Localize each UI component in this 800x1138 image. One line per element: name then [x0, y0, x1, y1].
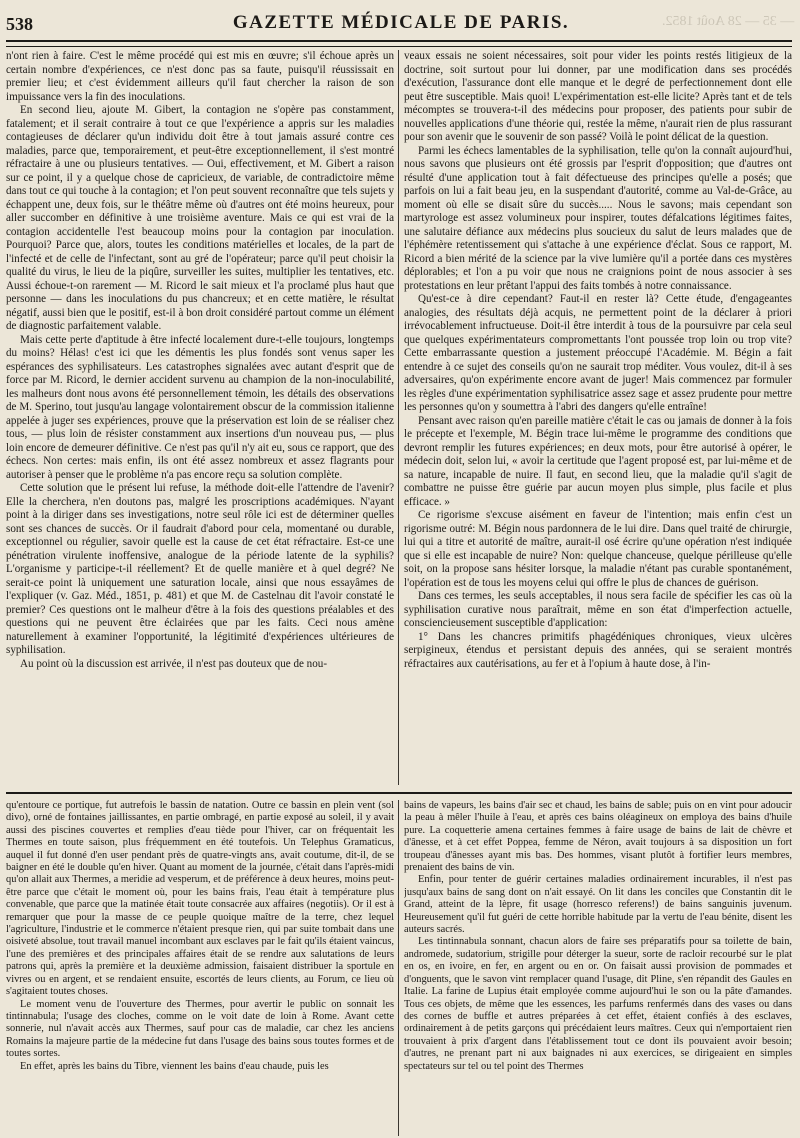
- paragraph: En effet, après les bains du Tibre, viennent les bains d'eau chaude, puis les: [20, 1060, 329, 1072]
- paragraph: Mais cette perte d'aptitude à être infecté localement dure-t-elle toujours, longtemps du moins? Hélas! c'est ici que les démentis les plus fondés sont venus saper les espérances des syphilisateurs. Les catastrophes signalées avec autant d'esprit que de force par M. Ricord, le dernier accident survenu au champion de la non-inoculabilité, les malheurs dont nous avons été personnellement témoin, les détails des observations de M. Sperino, tout jusqu'au langage volontairement obscur de la commission italienne appelée à juger ses expériences, prouve que la préservation est loin de se réaliser chez tous, — plus loin de résister constamment aux insertions d'un nouveau pus, — plus loin encore de demeurer définitive. Ce n'est pas qu'il n'y ait eu, sous ce rapport, que des échecs. Non certes: mais enfin, ils ont été assez nombreux et assez flagrants pour autoriser à penser que le problème n'a pas encore reçu sa solution complète.: [6, 333, 394, 481]
- paragraph: Au point où la discussion est arrivée, il n'est pas douteux que de nou-: [20, 657, 328, 670]
- paragraph: Les tintinnabula sonnant, chacun alors de faire ses préparatifs pour sa toilette de bain, andromede, sudatorium, strigille pour déterger la sueur, sorte de racloir recourbé sur le plat en os, en ivoire, en fer, en argent ou en or. On faisait aussi provision de pommades et d'onguents, que le savon vint remplacer quand l'usage, dit Pline, s'en répandit des Gaules en Italie. La farine de Lupius était employée comme aujourd'hui le son ou la pâte d'amandes. Tous ces objets, de même que les essences, les parfums renfermés dans des vases ou dans des cornes de buffle et autres préparées à cet effet, étaient confiés à des esclaves, ordinairement à de petits garçons qui précédaient leurs maîtres. Ceux qui n'emportaient rien trouvaient à prix d'argent dans l'établissement tout ce dont ils pouvaient avoir besoin; d'autres, ne prenant part ni aux baignades ni aux exercices, se dirigeaient en simples spectateurs sur tel ou tel point des Thermes: [404, 936, 792, 1072]
- paragraph: Enfin, pour tenter de guérir certaines maladies ordinairement incurables, il n'est pas jusqu'aux bains de sang dont on n'ait essayé. On lit dans les conciles que Constantin dit le Grand, atteint de la lèpre, fit usage (horresco referens!) de bains sanguinis juvenum. Heureusement qu'il fut guéri de cette horrible habitude par la vertu de l'eau bénite, disent les auteurs sacrés.: [404, 874, 792, 936]
- paragraph: n'ont rien à faire. C'est le même procédé qui est mis en œuvre; s'il échoue après un certain nombre d'expériences, ce n'est donc pas sa faute, puisqu'il réussissait en premier lieu; et c'est évidemment ailleurs qu'il faut chercher la raison de son impuissance vers la fin des inoculations.: [6, 50, 394, 103]
- bleed-through-text: — 35 — 28 Août 1852.: [661, 14, 794, 29]
- paragraph: veaux essais ne soient nécessaires, soit pour vider les points restés litigieux de la doctrine, soit surtout pour lui donner, par une modification dans ses procédés d'exécution, l'assurance dont elle manque et le degré de perfectionnement dont elle peut être susceptible. Mais quoi! L'expérimentation est-elle licite? Après tant et de tels mécomptes se trouvera-t-il des médecins pour proposer, des patients pour subir de nouvelles applications d'une théorie qui, restée la même, n'aurait rien de plus rassurant pour son avenir que le souvenir de son passé? Voilà le point délicat de la question.: [404, 50, 792, 143]
- paragraph: Cette solution que le présent lui refuse, la méthode doit-elle l'attendre de l'avenir? Elle la cherchera, n'en doutons pas, malgré les proscriptions académiques. N'ayant point à la diriger dans ses investigations, notre seul rôle ici est de déterminer quelles sont ses chances de succès. Or il faudrait d'abord pour cela, momentané ou durable, exceptionnel ou régulier, savoir quelle est la cause de cet état réfractaire. Est-ce une pénétration virulente inoffensive, analogue de la période latente de la syphilis? L'organisme y participe-t-il réellement? Et de quelle manière et à quel degré? Ne serait-ce point là uniquement une saturation locale, ainsi que nous essayâmes de l'expliquer (v. Gaz. Méd., 1851, p. 481) et que M. de Castelnau dit l'avoir constaté le premier? Ces questions ont le malheur d'être à la fois des questions préalables et des questions qui ne peuvent être éclairées que par les faits. Ceci nous amène naturellement à examiner l'opportunité, la légitimité d'expériences ultérieures de syphilisation.: [6, 482, 394, 656]
- column-top-left: [6, 50, 394, 785]
- paragraph: Le moment venu de l'ouverture des Thermes, pour avertir le public on sonnait les tintinnabula; l'usage des cloches, comme on le voit date de loin à Rome. Avant cette sonnerie, nul n'avait accès aux Thermes, sauf pour cas de maladie, car chez les anciens Romains la majeure partie de la médecine fut dans l'usage des bains sous toutes formes et de toutes sortes.: [6, 998, 394, 1060]
- paragraph: Dans ces termes, les seuls acceptables, il nous sera facile de spécifier les cas où la syphilisation curative nous paraîtrait, même en son état d'imperfection actuelle, consciencieusement susceptible d'application:: [404, 590, 792, 629]
- feuilleton-rule: [6, 792, 792, 797]
- column-top-right: [404, 50, 792, 785]
- page-number: 538: [6, 14, 33, 34]
- paragraph: Pensant avec raison qu'en pareille matière c'était le cas ou jamais de donner à la fois le précepte et l'exemple, M. Bégin trace lui-même le programme des conditions que devront remplir les futures expériences; en deux mots, pour être autorisé à opérer, le médecin doit, selon lui, « avoir la certitude que l'agent proposé est, par lui-même et de sa nature, incapable de nuire. Il faut, en second lieu, que la maladie qu'il s'agit de combattre ne puisse être guérie par aucun moyen plus simple, plus facile et plus efficace. »: [404, 414, 792, 508]
- column-bottom-right: [404, 800, 792, 1136]
- masthead-title: GAZETTE MÉDICALE DE PARIS.: [232, 12, 570, 33]
- paragraph: 1° Dans les chancres primitifs phagédéniques chroniques, vieux ulcères serpigineux, étendus et persistant depuis des années, qui se seraient montrés réfractaires aux cautérisations, au fer et à l'opium à haute dose, à l'in-: [404, 630, 792, 670]
- column-divider: [398, 50, 399, 785]
- header-rule: [6, 40, 792, 47]
- paragraph: bains de vapeurs, les bains d'air sec et chaud, les bains de sable; puis on en vint pour adoucir la peau à mêler l'huile à l'eau, et après ces bains oléagineux on employa des bains d'huile pure. La coquetterie amena certaines femmes à faire usage de bains de lait de chèvre et d'ânesse, et à cet effet Poppea, femme de Néron, avait toujours à sa disposition un fort troupeau d'ânesses ayant mis bas. Des hommes, visant plutôt à fortifier leurs membres, prenaient des bains de vin.: [404, 800, 792, 874]
- paragraph: Qu'est-ce à dire cependant? Faut-il en rester là? Cette étude, d'engageantes analogies, des résultats déjà acquis, ne permettent point de la déclarer à priori irrévocablement infructueuse. Doit-il être interdit à tous de la poursuivre par cela seul que quelques expérimentateurs compromettants l'ont poussée trop loin ou trop vite? Cette embarrassante question a justement préoccupé l'Académie. M. Bégin a fait entendre à ce sujet des conseils qu'on ne saurait trop méditer. Vous voulez, dit-il à ses adversaires, qu'on expérimente encore avant de juger! Mais commencez par formuler les règles d'une expérimentation syphilisatrice assez sage et assez prudente pour mettre les personnes qu'on y soumettra à l'abri des dangers qu'elle entraîne!: [404, 293, 792, 413]
- paragraph: qu'entoure ce portique, fut autrefois le bassin de natation. Outre ce bassin en plein vent (sol divo), orné de fontaines jaillissantes, en partie ombragé, en partie exposé au soleil, il y avait aussi des piscines couvertes et remplies d'eau tiède pour l'hiver, car on fréquentait les Thermes en toute saison, plus fréquemment en été toutefois. Un Telephus Gramaticus, auquel il fut donné d'en user pendant près de quatre-vingts ans, avait coutume, dit-il, de se baigner en été le double qu'en hiver. Quant au moment de la journée, c'était dans l'après-midi qu'on allait aux Thermes, a meridie ad vesperum, et de préférence à deux heures, moins peut-être parce que c'était le moment où, pour les bains frais, l'eau était à température plus convenable, que parce que la matinée était toute consacrée aux affaires (negotiis). Or il est à remarquer que pour la masse de ce peuple quoique maître de la terre, chez lequel l'agriculture, l'industrie et le commerce n'étaient presque rien, qui par suite tombait dans une oisiveté absolue, tout travail manuel incombant aux esclaves par le fait qu'ils étaient vaincus, l'une des premières et des principales affaires était de se rendre aux salutations de leurs patrons qui, après la première et la deuxième admission, faisaient distribuer la sportule en vivres ou en argent, et se rendaient ensuite, escortés de leurs clients, au Forum, ce lieu où s'agitaient toutes choses.: [6, 800, 394, 998]
- column-divider: [398, 800, 399, 1136]
- paragraph: En second lieu, ajoute M. Gibert, la contagion ne s'opère pas constamment, fatalement; et il serait contraire à tout ce que l'expérience a appris sur les maladies contagieuses de déclarer qu'un individu doit être à tout jamais assuré contre ces maladies, parce que, temporairement, et peut-être exceptionnellement, il s'est montré réfractaire à une ou plusieurs tentatives. — Oui, effectivement, et M. Gibert a raison sur ce point, il y a quelque chose de capricieux, de variable, de contradictoire même dans tout ce qui touche à la contagion; et l'on peut souvent reconnaître que tels sujets y échappent une, deux fois, sur le théâtre même où d'autres ont été moins heureux, pour aller succomber en définitive à une troisième aventure. Mais ce qui est vrai de la contagion accidentelle l'est beaucoup moins pour la contagion par inoculation. Pourquoi? Parce que, alors, toutes les conditions matérielles et locales, de la part de l'infecté et de celle de l'infectant, sont au gré de l'opérateur; parce qu'il peut choisir la qualité du virus, le lieu de la piqûre, surveiller les suites, multiplier les tentatives, etc. Aussi échoue-t-on rarement — M. Ricord le sait mieux et l'a proclamé plus haut que personne — dans les inoculations du pus chancreux; et en cette matière, le résultat négatif, aussi bien que le positif, est-il à bon droit considéré partout comme un élément de diagnostic parfaitement valable.: [6, 104, 394, 332]
- column-bottom-left: [6, 800, 394, 1136]
- paragraph: Ce rigorisme s'excuse aisément en faveur de l'intention; mais enfin c'est un rigorisme outré: M. Bégin nous pardonnera de le lui dire. Dans quel traité de chirurgie, lui qui a titre et autorité de maître, aurait-il osé écrire qu'une opération n'est indiquée que si elle est incapable de nuire? Non: quelque chanceuse, quelque périlleuse qu'elle soit, on la propose sans hésiter lorsque, la maladie n'étant pas curable spontanément, l'opération est de tous les moyens celui qui offre le plus de chances de guérison.: [404, 509, 792, 589]
- paragraph: Parmi les échecs lamentables de la syphilisation, telle qu'on la connaît aujourd'hui, nous savons que plusieurs ont été grossis par l'esprit d'opposition; que d'autres ont résulté d'une application tout à fait défectueuse des principes qu'elle a posés; que parfois on lui a fait beau jeu, en la suspendant d'autorité, comme au Val-de-Grâce, au moment où elle se disait sûre du succès..... Nous le savons; mais cependant son martyrologe est assez volumineux pour inspirer, toutes défalcations légitimes faites, une salutaire défiance aux médecins plus soucieux du salut de leurs malades que de l'éphémère retentissement qui s'attache à une expérience d'éclat. Sous ce rapport, M. Ricord a bien mérité de la science par la vive lumière qu'il a portée dans ces mystères déplorables; et l'on a pu voir que nous ne craignions point de nous associer à ses protestations en leur prêtant l'appui des faits tombés à notre connaissance.: [404, 144, 792, 292]
